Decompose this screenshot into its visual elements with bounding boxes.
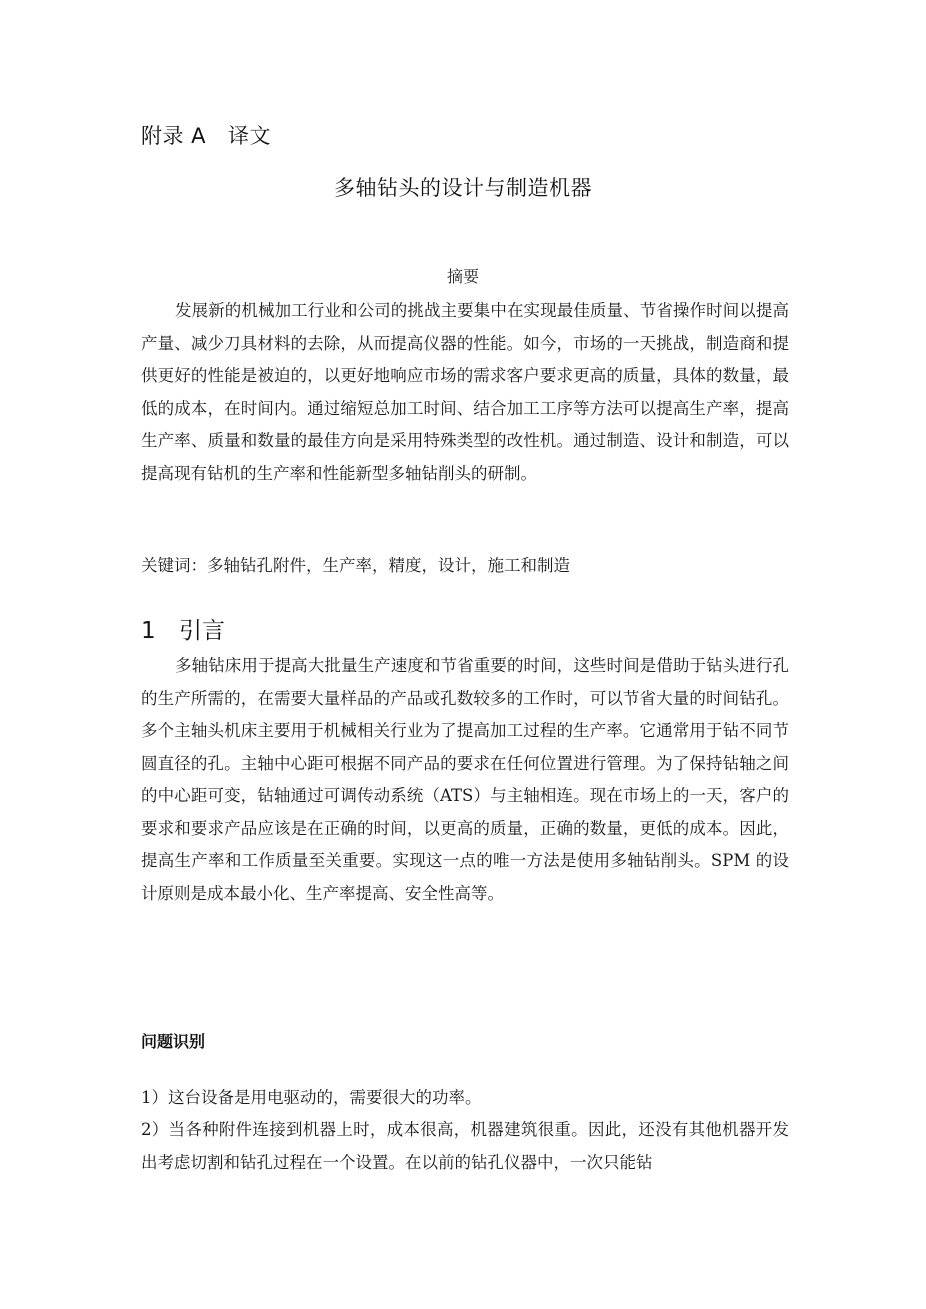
appendix-heading [141, 120, 271, 150]
keywords-line: 关键词：多轴钻孔附件，生产率，精度，设计，施工和制造 [141, 556, 570, 575]
appendix-label: 附录 A [141, 124, 207, 148]
section-title: 引言 [179, 618, 225, 644]
problem-list-item: 1）这台设备是用电驱动的，需要很大的功率。 [141, 1088, 482, 1107]
section-number: 1 [141, 618, 156, 644]
introduction-paragraph: 多轴钻床用于提高大批量生产速度和节省重要的时间，这些时间是借助于钻头进行孔的生产所需的，在需要大量样品的产品或孔数较多的工作时，可以节省大量的时间钻孔。多个主轴头机床主要用于机械相关行业为了提高加工过程的生产率。它通常用于钻不同节圆直径的孔。主轴中心距可根据不同产品的要求在任何位置进行管理。为了保持钻轴之间的中心距可变，钻轴通过可调传动系统（ATS）与主轴相连。现在市场上的一天，客户的要求和要求产品应该是在正确的时间，以更高的质量，正确的数量，更低的成本。因此，提高生产率和工作质量至关重要。实现这一点的唯一方法是使用多轴钻削头。SPM 的设计原则是成本最小化、生产率提高、安全性高等。 [141, 656, 789, 903]
appendix-title: 译文 [228, 124, 272, 148]
document-title: 多轴钻头的设计与制造机器 [334, 176, 592, 200]
abstract-heading: 摘要 [446, 267, 479, 286]
abstract-paragraph: 发展新的机械加工行业和公司的挑战主要集中在实现最佳质量、节省操作时间以提高产量、减少刀具材料的去除，从而提高仪器的性能。如今，市场的一天挑战，制造商和提供更好的性能是被迫的，以更好地响应市场的需求客户要求更高的质量，具体的数量，最低的成本，在时间内。通过缩短总加工时间、结合加工工序等方法可以提高生产率，提高生产率、质量和数量的最佳方向是采用特殊类型的改性机。通过制造、设计和制造，可以提高现有钻机的生产率和性能新型多轴钻削头的研制。 [141, 301, 789, 483]
section-heading-introduction [141, 612, 225, 645]
problem-list-item: 2）当各种附件连接到机器上时，成本很高，机器建筑很重。因此，还没有其他机器开发出考虑切割和钻孔过程在一个设置。在以前的钻孔仪器中，一次只能钻 [141, 1120, 789, 1172]
problem-identification-heading: 问题识别 [141, 1032, 206, 1051]
